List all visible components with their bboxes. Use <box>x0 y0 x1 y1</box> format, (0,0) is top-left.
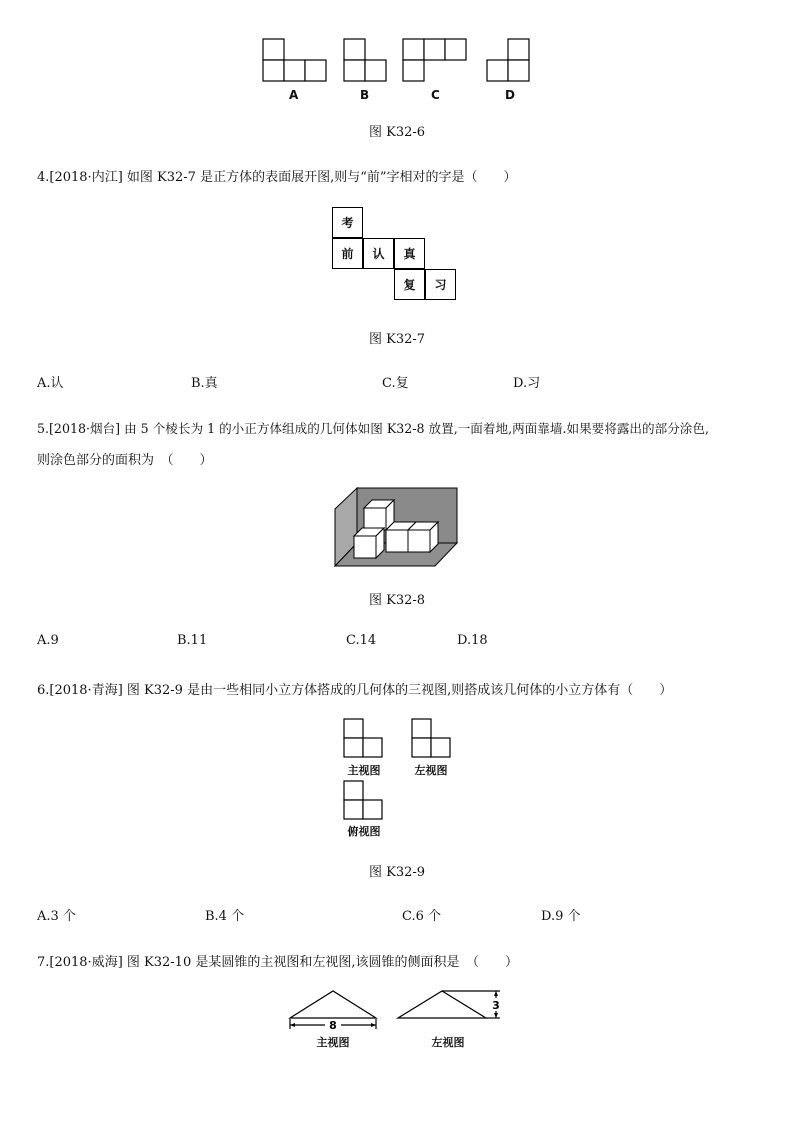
figure-k32-10 <box>285 983 515 1033</box>
q6-option-d: D.9 个 <box>541 909 581 924</box>
left-view <box>412 719 450 757</box>
fig6-caption: 图 K32-6 <box>368 125 426 140</box>
q4-text: 4.[2018·内江] 如图 K32-7 是正方体的表面展开图,则与“前”字相对的字是（ ） <box>37 170 517 185</box>
q6-option-b: B.4 个 <box>205 909 245 924</box>
q5-text-line2: 则涂色部分的面积为 （ ） <box>37 453 213 468</box>
q5-text-line1: 5.[2018·烟台] 由 5 个棱长为 1 的小正方体组成的几何体如图 K32-8 放置,一面着地,两面靠墙.如果要将露出的部分涂色, <box>37 421 710 436</box>
q4-option-b: B.真 <box>191 376 218 391</box>
net-cell-ren: 认 <box>363 238 394 269</box>
net-c <box>403 39 466 81</box>
left-view-triangle <box>398 991 486 1018</box>
q6-option-c: C.6 个 <box>402 909 442 924</box>
net-d <box>487 39 529 81</box>
q5-option-b: B.11 <box>177 633 208 648</box>
dim-width-label: 8 <box>329 1019 337 1032</box>
net-cell-zhen: 真 <box>394 238 425 269</box>
net-b <box>344 39 386 81</box>
fig6-label-d: D <box>505 88 515 102</box>
fig9-caption: 图 K32-9 <box>368 865 426 880</box>
net-a <box>263 39 326 81</box>
q7-view-left: 左视图 <box>431 1036 465 1049</box>
dim-height-label: 3 <box>492 999 500 1012</box>
fig6-label-c: C <box>431 88 440 102</box>
figure-k32-6 <box>255 30 545 90</box>
q5-option-a: A.9 <box>37 633 59 648</box>
q7-text: 7.[2018·威海] 图 K32-10 是某圆锥的主视图和左视图,该圆锥的侧面积是 （ ） <box>37 955 518 970</box>
top-view <box>344 781 382 819</box>
figure-k32-8 <box>330 483 465 573</box>
fig7-caption: 图 K32-7 <box>368 332 426 347</box>
fig6-label-a: A <box>289 88 299 102</box>
front-view <box>344 719 382 757</box>
q6-view-front: 主视图 <box>347 764 381 777</box>
front-view-triangle <box>290 991 376 1018</box>
fig6-label-b: B <box>360 88 370 102</box>
net-cell-fu: 复 <box>394 269 425 300</box>
q6-option-a: A.3 个 <box>37 909 76 924</box>
q6-view-left: 左视图 <box>414 764 448 777</box>
q5-option-c: C.14 <box>346 633 377 648</box>
net-cell-xi: 习 <box>425 269 456 300</box>
q5-option-d: D.18 <box>457 633 488 648</box>
q6-view-top: 俯视图 <box>347 825 381 838</box>
fig8-caption: 图 K32-8 <box>368 593 426 608</box>
q4-option-d: D.习 <box>513 376 541 391</box>
figure-k32-7 <box>332 207 462 303</box>
q7-view-front: 主视图 <box>316 1036 350 1049</box>
q4-option-c: C.复 <box>382 376 409 391</box>
q6-text: 6.[2018·青海] 图 K32-9 是由一些相同小立方体搭成的几何体的三视图,则搭成该几何体的小立方体有（ ） <box>37 683 673 698</box>
q4-option-a: A.认 <box>37 376 64 391</box>
net-cell-kao: 考 <box>332 207 363 238</box>
net-cell-qian: 前 <box>332 238 363 269</box>
